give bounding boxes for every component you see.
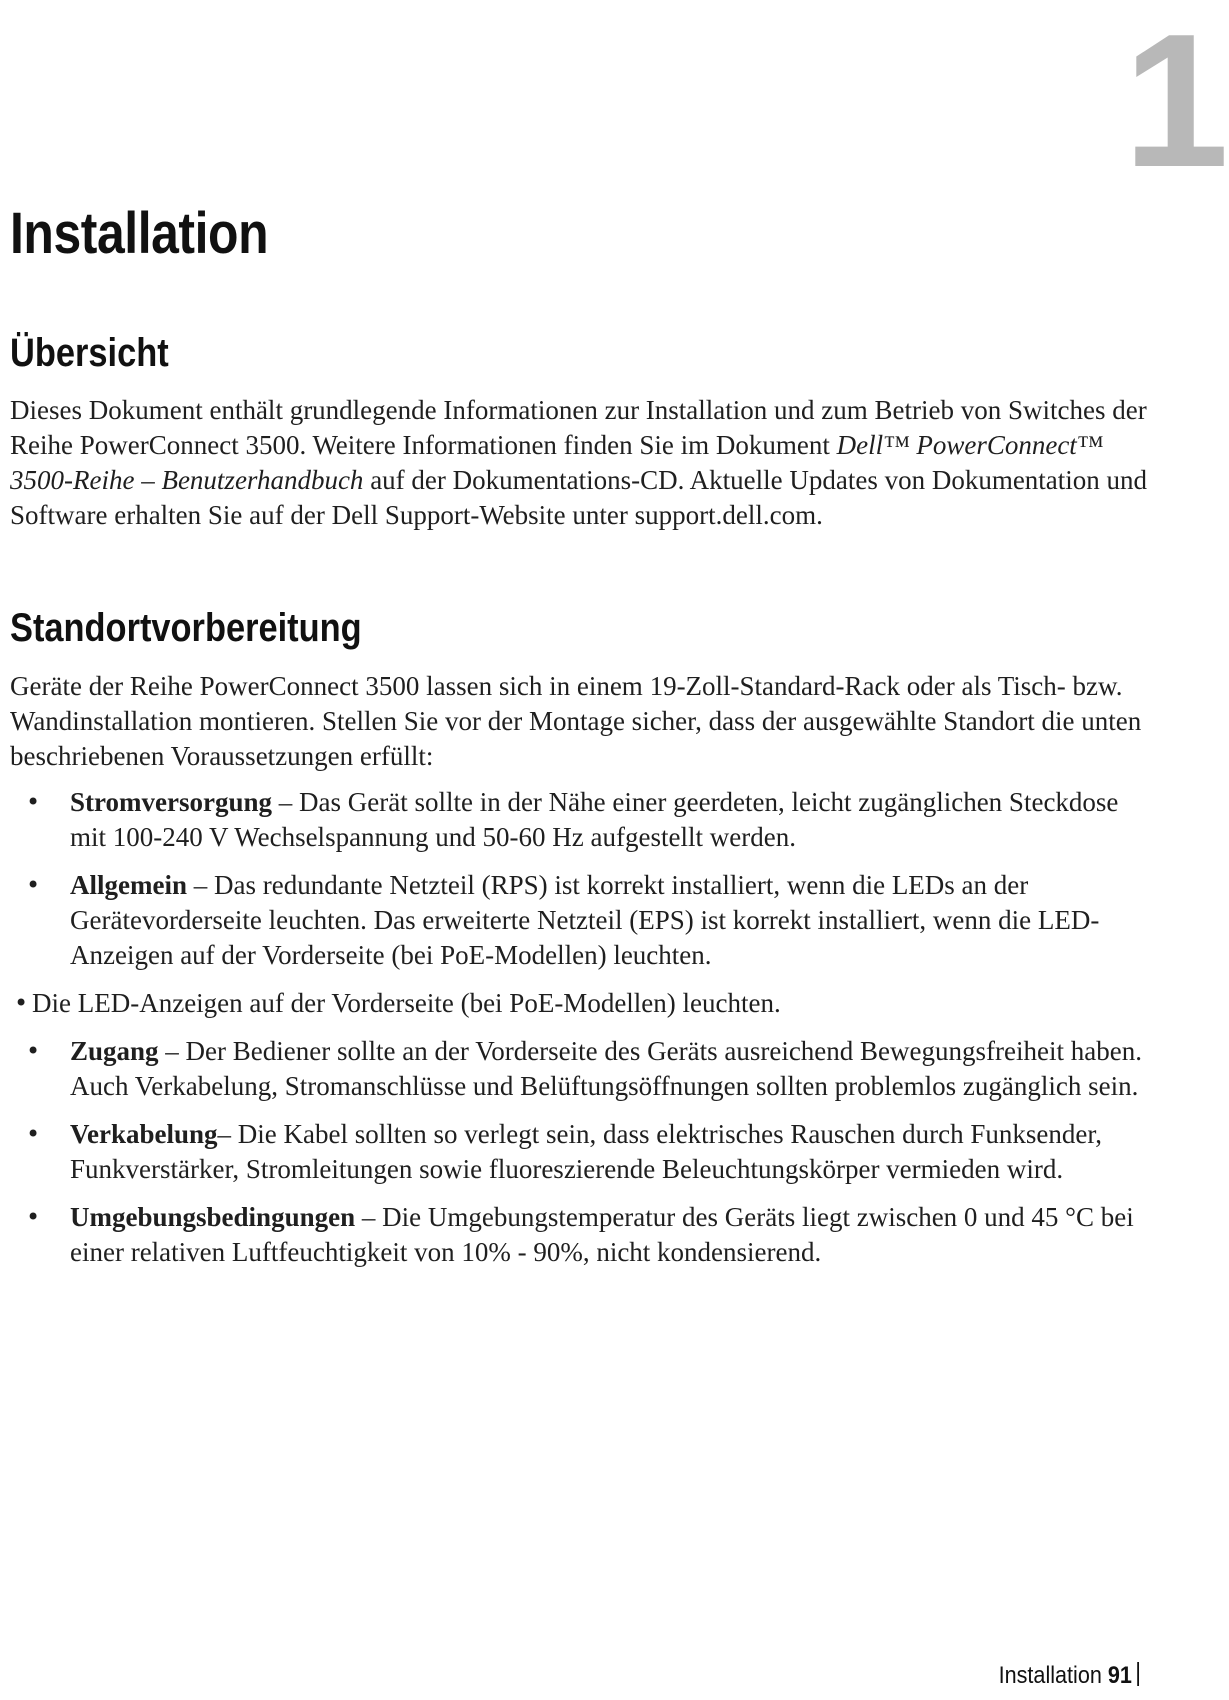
requirement-text: – Die Kabel sollten so verlegt sein, dass elektrisches Rauschen durch Funksender, Funkverstärker, Stromleitungen sowie fluoreszierende Beleuchtungskörper vermieden wird. xyxy=(70,1119,1102,1184)
requirements-list xyxy=(10,785,1160,1283)
requirement-text: – Der Bediener sollte an der Vorderseite des Geräts ausreichend Bewegungsfreiheit haben. Auch Verkabelung, Stromanschlüsse und Belüftungsöffnungen sollten problemlos zugänglich sein. xyxy=(70,1036,1142,1101)
bullet-icon: • xyxy=(26,1203,41,1231)
footer-section-label: Installation xyxy=(998,1662,1102,1689)
section-heading-site-preparation: Standortvorbereitung xyxy=(10,606,362,650)
list-item xyxy=(10,868,1160,973)
requirement-term: Verkabelung xyxy=(70,1119,218,1149)
bullet-icon: • xyxy=(26,788,41,816)
bullet-icon: • xyxy=(14,989,29,1017)
footer-divider xyxy=(1137,1662,1139,1686)
bullet-icon: • xyxy=(26,871,41,899)
list-item xyxy=(10,1200,1160,1270)
overview-text-3: . xyxy=(816,500,823,530)
bullet-icon: • xyxy=(26,1037,41,1065)
overview-text-1: Dieses Dokument enthält grundlegende Informationen zur Installation und zum Betrieb von Switches der Reihe PowerConnect 3500. Weitere Informationen finden Sie im Dokument xyxy=(10,395,1147,460)
requirement-term: Stromversorgung xyxy=(70,787,272,817)
requirement-text: – Das Gerät sollte in der Nähe einer geerdeten, leicht zugänglichen Steckdose mit 100-240 V Wechselspannung und 50-60 Hz aufgestellt werden. xyxy=(70,787,1119,852)
list-item xyxy=(10,1117,1160,1187)
requirement-text: Die LED-Anzeigen auf der Vorderseite (bei PoE-Modellen) leuchten. xyxy=(32,988,781,1018)
bullet-icon: • xyxy=(26,1120,41,1148)
support-url: support.dell.com xyxy=(634,500,817,530)
requirement-term: Umgebungsbedingungen xyxy=(70,1202,356,1232)
chapter-number: 1 xyxy=(1123,0,1225,207)
site-intro-paragraph: Geräte der Reihe PowerConnect 3500 lassen sich in einem 19-Zoll-Standard-Rack oder als Tisch- bzw. Wandinstallation montieren. Stellen Sie vor der Montage sicher, dass der ausgewählte Standort die unten beschriebenen Voraussetzungen erfüllt: xyxy=(10,671,1142,771)
requirement-text: – Die Umgebungstemperatur des Geräts liegt zwischen 0 und 45 °C bei einer relativen Luftfeuchtigkeit von 10% - 90%, nicht kondensierend. xyxy=(70,1202,1134,1267)
overview-paragraph xyxy=(10,393,1150,533)
requirement-text: – Das redundante Netzteil (RPS) ist korrekt installiert, wenn die LEDs an der Gerätevorderseite leuchten. Das erweiterte Netzteil (EPS) ist korrekt installiert, wenn die LED-Anzeigen auf der Vorderseite (bei PoE-Modellen) leuchten. xyxy=(70,870,1100,970)
list-item xyxy=(10,986,1160,1021)
list-item xyxy=(10,1034,1160,1104)
list-item xyxy=(10,785,1160,855)
overview-text-2: auf der Dokumentations-CD. Aktuelle Updates von Dokumentation und Software erhalten Sie auf der Dell Support-Website unter xyxy=(10,465,1148,530)
page-title: Installation xyxy=(10,201,269,266)
requirement-term: Zugang xyxy=(70,1036,159,1066)
page-footer xyxy=(998,1662,1139,1690)
user-guide-title: Dell™ PowerConnect™ 3500-Reihe – Benutzerhandbuch xyxy=(10,430,1104,495)
requirement-term: Allgemein xyxy=(70,870,187,900)
section-heading-overview: Übersicht xyxy=(10,331,169,375)
page-number: 91 xyxy=(1107,1662,1132,1689)
